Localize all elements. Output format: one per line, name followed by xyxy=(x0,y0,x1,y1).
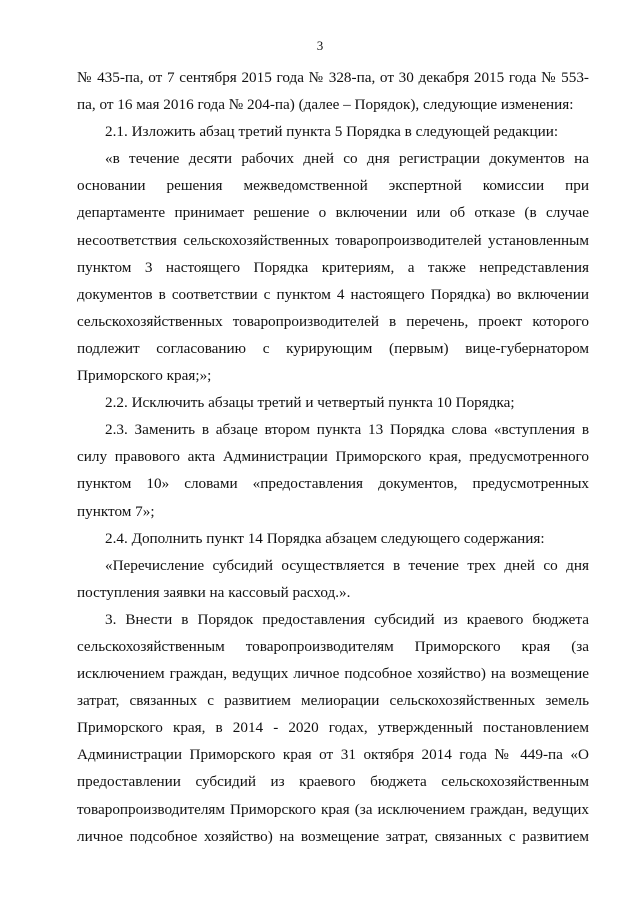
paragraph-continuation: № 435-па, от 7 сентября 2015 года № 328-па, от 30 декабря 2015 года № 553-па, от 16 мая 2016 года № 204-па) (далее – Порядок), следующие изменения: xyxy=(77,69,589,114)
paragraph-quote-2-4: «Перечисление субсидий осуществляется в течение трех дней со дня поступления заявки на кассовый расход.». xyxy=(77,556,589,601)
paragraph-item-2-3: 2.3. Заменить в абзаце втором пункта 13 Порядка слова «вступления в силу правового акта Администрации Приморского края, предусмотренного пунктом 10» словами «предоставления документов, предусмотренных пунктом 7»; xyxy=(77,421,589,520)
paragraph-item-2-2: 2.2. Исключить абзацы третий и четвертый пункта 10 Порядка; xyxy=(105,394,515,412)
page-number: 3 xyxy=(316,38,324,53)
paragraph-item-3: 3. Внести в Порядок предоставления субсидий из краевого бюджета сельскохозяйственным товаропроизводителям Приморского края (за исключением граждан, ведущих личное подсобное хозяйство) на возмещение затрат, связанных с развитием мелиорации сельскохозяйственных земель Приморского края, в 2014 - 2020 годах, утвержденный постановлением Администрации Приморского края от 31 октября 2014 года № 449-па «О предоставлении субсидий из краевого бюджета сельскохозяйственным товаропроизводителям Приморского края (за исключением граждан, ведущих личное подсобное хозяйство) на возмещение затрат, связанных с развитием xyxy=(77,610,589,845)
paragraph-quote-2-1: «в течение десяти рабочих дней со дня регистрации документов на основании решения межведомственной экспертной комиссии при департаменте принимает решение о включении или об отказе (в случае несоответствия сельскохозяйственных товаропроизводителей установленным пунктом 3 настоящего Порядка критериям, а также непредставления документов в соответствии с пунктом 4 настоящего Порядка) во включении сельскохозяйственных товаропроизводителей в перечень, проект которого подлежит согласованию с курирующим (первым) вице-губернатором Приморского края;»; xyxy=(77,150,589,385)
paragraph-item-2-1: 2.1. Изложить абзац третий пункта 5 Порядка в следующей редакции: xyxy=(105,123,559,141)
document-body xyxy=(77,64,589,850)
paragraph-item-2-4: 2.4. Дополнить пункт 14 Порядка абзацем следующего содержания: xyxy=(105,529,545,547)
